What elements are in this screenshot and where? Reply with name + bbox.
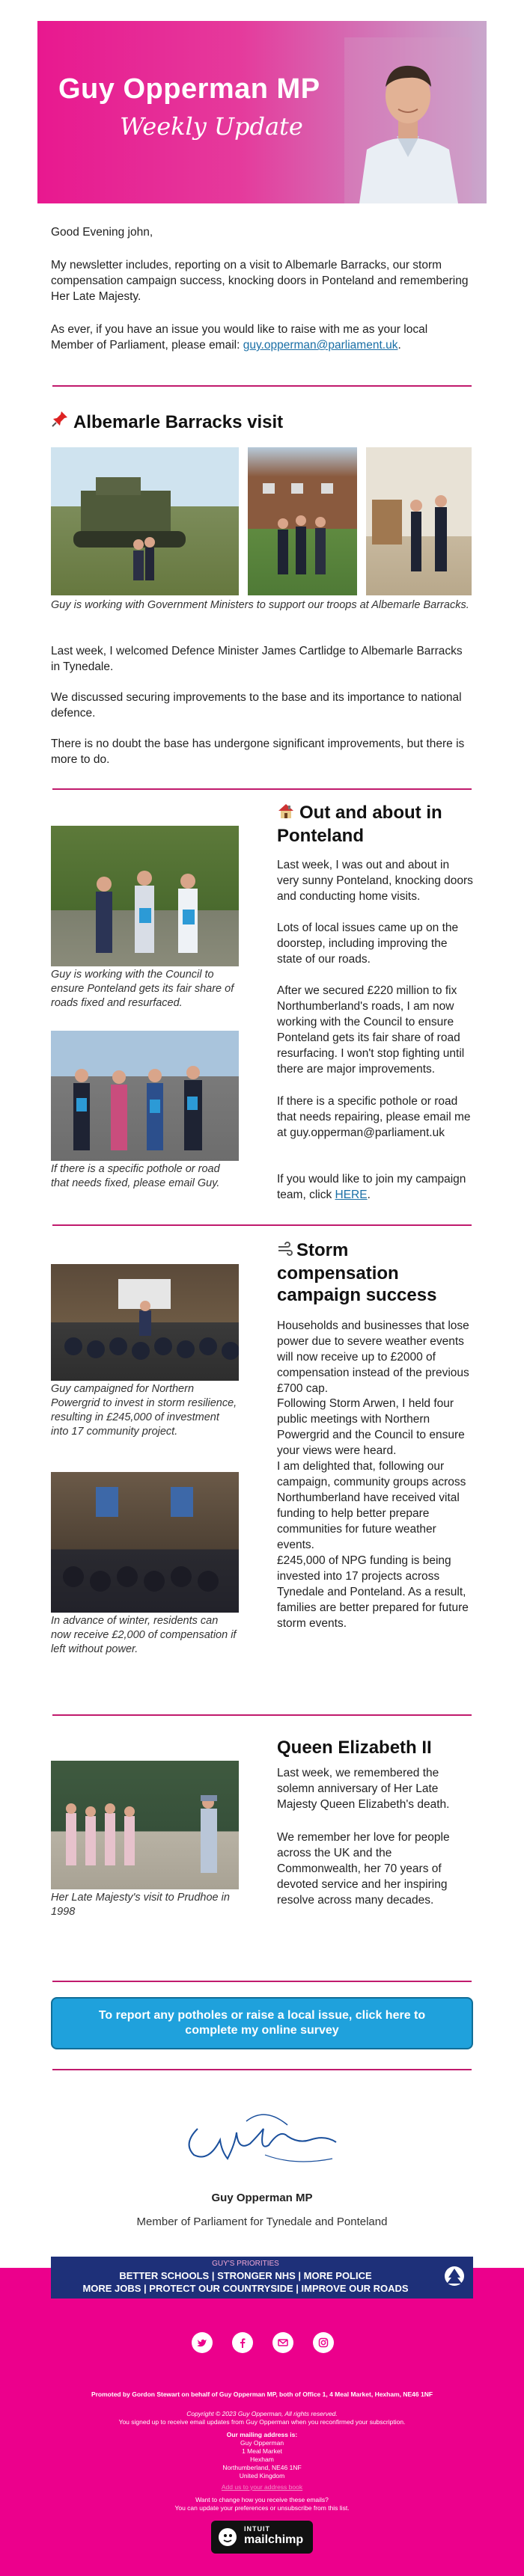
ponteland-paragraph-4: If there is a specific pothole or road that needs repairing, please email me at guy.opperman@parliament.uk — [277, 1095, 471, 1139]
priorities-line-2: MORE JOBS | PROTECT OUR COUNTRYSIDE | IMPROVE OUR ROADS — [82, 2283, 409, 2294]
storm-paragraph-1: Households and businesses that lose power due to severe weather events will now receive up to £2000 of compensation instead of the previous £700 cap. — [277, 1319, 469, 1395]
divider — [52, 385, 472, 387]
albemarle-paragraph-3: There is no doubt the base has undergone significant improvements, but there is more to do. — [51, 737, 465, 766]
divider — [52, 1981, 472, 1982]
ponteland-paragraph-5: If you would like to join my campaign team, click HERE. — [277, 1173, 466, 1201]
ponteland-caption-1: Guy is working with the Council to ensure Ponteland gets its fair share of roads fixed and resurfaced. — [51, 969, 234, 1009]
section-title-ponteland: Out and about in Ponteland — [277, 803, 442, 846]
signature-role: Member of Parliament for Tynedale and Ponteland — [136, 2215, 388, 2228]
ponteland-caption-2: If there is a specific pothole or road that needs fixed, please email Guy. — [51, 1163, 220, 1189]
tree-logo-icon — [442, 2266, 467, 2290]
guy-portrait — [344, 37, 472, 203]
footer-promoted: Promoted by Gordon Stewart on behalf of Guy Opperman MP, both of Office 1, 4 Meal Market, Hexham, NE46 1NF — [91, 2391, 433, 2398]
barracks-photo-kitchen — [366, 447, 472, 595]
footer-address-line-3: Hexham — [250, 2456, 274, 2463]
queen-photo-prudhoe — [51, 1761, 239, 1889]
add-address-book-link[interactable]: Add us to your address book — [221, 2483, 303, 2491]
wind-icon — [277, 1241, 296, 1263]
divider — [52, 1714, 472, 1716]
albemarle-paragraph-2: We discussed securing improvements to the base and its importance to national defence. — [51, 691, 462, 720]
storm-paragraph-2: Following Storm Arwen, I held four public meetings with Northern Powergrid and the Council to ensure your views were heard. — [277, 1397, 465, 1457]
barracks-photo-vehicle — [51, 447, 239, 595]
storm-caption-1: Guy campaigned for Northern Powergrid to invest in storm resilience, resulting in £245,000 of investment into 17 community project. — [51, 1383, 237, 1438]
mailchimp-label: mailchimp — [244, 2533, 304, 2546]
mailchimp-logo-icon — [217, 2527, 238, 2548]
divider — [52, 788, 472, 790]
ponteland-photo-campaigners — [51, 1031, 239, 1161]
pushpin-icon — [51, 410, 73, 433]
divider — [52, 2069, 472, 2070]
footer-change-1: Want to change how you receive these emails? — [195, 2496, 329, 2503]
albemarle-caption: Guy is working with Government Ministers to support our troops at Albemarle Barracks. — [51, 599, 469, 611]
section-title-storm: Storm compensation campaign success — [277, 1240, 437, 1305]
intuit-label: INTUIT — [244, 2525, 270, 2533]
ponteland-paragraph-3: After we secured £220 million to fix Northumberland's roads, I am now working with the Council to ensure Ponteland gets its fair share of road resurfacing. I won't stop fighting until there are major improvements. — [277, 984, 465, 1076]
queen-caption: Her Late Majesty's visit to Prudhoe in 1998 — [51, 1892, 230, 1918]
storm-caption-2: In advance of winter, residents can now receive £2,000 of compensation if left without power. — [51, 1615, 237, 1655]
footer-copyright: Copyright © 2023 Guy Opperman, All rights reserved. — [186, 2410, 338, 2417]
storm-photo-hall — [51, 1472, 239, 1613]
ponteland-paragraph-1: Last week, I was out and about in very sunny Ponteland, knocking doors and conducting home visits. — [277, 859, 473, 903]
footer-address-line-4: Northumberland, NE46 1NF — [222, 2464, 302, 2471]
footer-address-line-5: United Kingdom — [239, 2472, 285, 2480]
storm-paragraph-4: £245,000 of NPG funding is being invested into 17 projects across Tynedale and Ponteland. As a result, families are better prepared for future storm events. — [277, 1554, 469, 1630]
ponteland-paragraph-2: Lots of local issues came up on the doorstep, including improving the state of our roads. — [277, 921, 459, 966]
email-icon[interactable] — [272, 2332, 293, 2353]
twitter-icon[interactable] — [192, 2332, 213, 2353]
section-title-albemarle: Albemarle Barracks visit — [51, 410, 470, 433]
priorities-heading: GUY'S PRIORITIES — [212, 2260, 279, 2268]
signature-image — [175, 2099, 349, 2177]
divider — [52, 1224, 472, 1226]
campaign-team-link[interactable]: HERE — [335, 1189, 368, 1201]
banner-title: Guy Opperman MP — [58, 73, 320, 105]
facebook-icon[interactable] — [232, 2332, 253, 2353]
header-banner — [37, 21, 487, 203]
footer-mailing-label: Our mailing address is: — [226, 2431, 298, 2438]
barracks-photo-ministers — [248, 447, 357, 595]
intro-paragraph: My newsletter includes, reporting on a visit to Albemarle Barracks, our storm compensation campaign success, knocking doors in Ponteland and remembering Her Late Majesty. — [51, 259, 469, 303]
priorities-line-1: BETTER SCHOOLS | STRONGER NHS | MORE POLICE — [119, 2270, 372, 2281]
priorities-banner — [51, 2257, 473, 2299]
storm-photo-meeting — [51, 1264, 239, 1381]
queen-paragraph-1: Last week, we remembered the solemn anniversary of Her Late Majesty Queen Elizabeth's death. — [277, 1767, 450, 1811]
intro-contact: As ever, if you have an issue you would like to raise with me as your local Member of Parliament, please email: guy.opperman@parliament.uk. — [51, 323, 428, 352]
storm-paragraph-3: I am delighted that, following our campaign, community groups across Northumberland have received vital funding to help better prepare communities for future weather events. — [277, 1460, 466, 1551]
email-link[interactable]: guy.opperman@parliament.uk — [243, 339, 398, 352]
survey-button[interactable]: To report any potholes or raise a local issue, click here to complete my online survey — [51, 1997, 473, 2049]
greeting: Good Evening john, — [51, 226, 153, 239]
signature-name: Guy Opperman MP — [211, 2192, 313, 2204]
house-icon — [277, 802, 299, 825]
footer-address-line-2: 1 Meal Market — [242, 2447, 282, 2455]
banner-subtitle: Weekly Update — [120, 112, 303, 141]
queen-paragraph-2: We remember her love for people across the UK and the Commonwealth, her 70 years of devoted service and her inspiring resolve across many decades. — [277, 1831, 450, 1907]
footer-signup: You signed up to receive email updates from Guy Opperman when you reconfirmed your subscription. — [118, 2418, 406, 2426]
instagram-icon[interactable] — [313, 2332, 334, 2353]
mailchimp-badge[interactable] — [211, 2521, 313, 2554]
section-title-queen: Queen Elizabeth II — [277, 1738, 432, 1758]
ponteland-photo-group — [51, 826, 239, 966]
albemarle-paragraph-1: Last week, I welcomed Defence Minister James Cartlidge to Albemarle Barracks in Tynedale. — [51, 645, 463, 673]
footer-address-line-1: Guy Opperman — [240, 2439, 284, 2447]
footer-change-2: You can update your preferences or unsubscribe from this list. — [174, 2504, 350, 2512]
